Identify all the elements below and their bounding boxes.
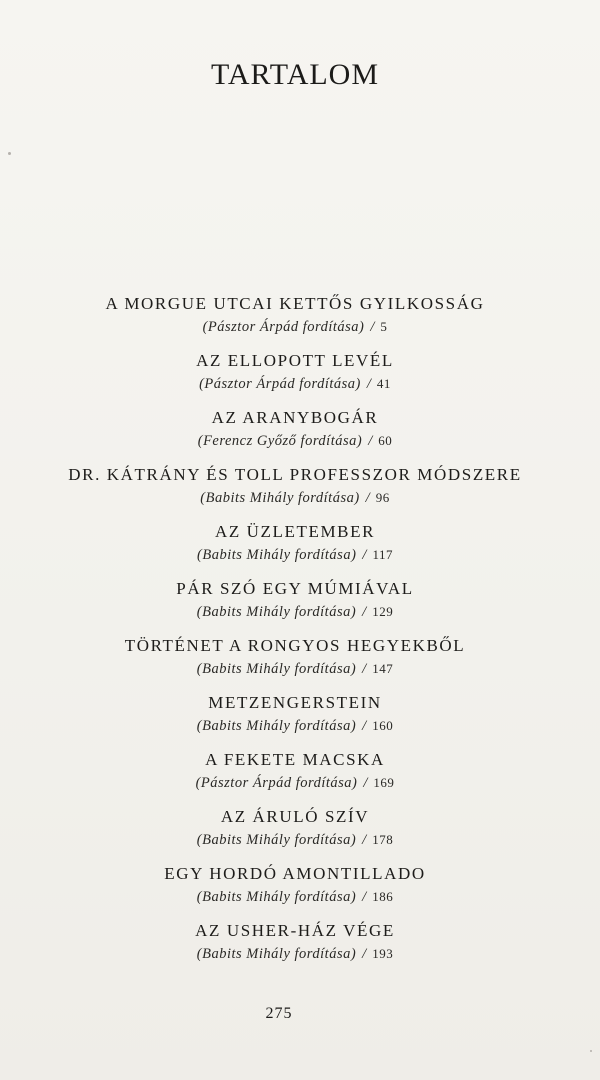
toc-entry-page: 186 bbox=[372, 889, 394, 904]
toc-entry-translator: (Babits Mihály fordítása) bbox=[196, 718, 357, 734]
toc-entry bbox=[0, 748, 590, 805]
toc-entry-page: 5 bbox=[380, 319, 388, 334]
toc-entry-page: 147 bbox=[372, 661, 394, 676]
toc-entry-details bbox=[0, 316, 590, 338]
toc-entry-page: 178 bbox=[372, 832, 394, 847]
toc-entry-translator: (Babits Mihály fordítása) bbox=[196, 946, 357, 962]
toc-entry-title: TÖRTÉNET A RONGYOS HEGYEKBŐL bbox=[124, 636, 466, 655]
toc-entry-page: 193 bbox=[372, 946, 394, 961]
toc-entry-page: 41 bbox=[376, 376, 391, 391]
toc-entry-translator: (Babits Mihály fordítása) bbox=[196, 661, 357, 677]
toc-entry-details bbox=[0, 658, 590, 680]
separator-slash: / bbox=[362, 718, 367, 734]
separator-slash: / bbox=[362, 832, 367, 848]
page-number: 275 bbox=[265, 1005, 293, 1022]
paper-speck bbox=[590, 1050, 592, 1052]
toc-entry-title: AZ ÜZLETEMBER bbox=[214, 522, 376, 541]
separator-slash: / bbox=[362, 604, 367, 620]
toc-entry-details bbox=[0, 487, 590, 509]
toc-entry-details bbox=[0, 544, 590, 566]
toc-entry-details bbox=[0, 430, 590, 452]
toc-entry-title: AZ ELLOPOTT LEVÉL bbox=[196, 351, 394, 370]
toc-entry-translator: (Babits Mihály fordítása) bbox=[196, 832, 357, 848]
separator-slash: / bbox=[362, 547, 367, 563]
toc-entry bbox=[0, 292, 590, 349]
toc-entry bbox=[0, 463, 590, 520]
toc-entry bbox=[0, 520, 590, 577]
toc-entry-translator: (Babits Mihály fordítása) bbox=[197, 547, 357, 563]
toc-entry bbox=[0, 406, 590, 463]
toc-entry bbox=[0, 919, 590, 976]
toc-entry-translator: (Pásztor Árpád fordítása) bbox=[199, 376, 361, 392]
toc-entry-translator: (Babits Mihály fordítása) bbox=[200, 490, 360, 506]
toc-entry-details bbox=[0, 943, 590, 965]
toc-entry bbox=[0, 691, 590, 748]
separator-slash: / bbox=[370, 319, 375, 335]
toc-entry-title: AZ ÁRULÓ SZÍV bbox=[220, 807, 370, 826]
separator-slash: / bbox=[363, 775, 368, 791]
toc-entry-translator: (Pásztor Árpád fordítása) bbox=[202, 319, 365, 335]
toc-entry bbox=[0, 805, 590, 862]
toc-entry-page: 96 bbox=[375, 490, 390, 505]
toc-entry-page: 160 bbox=[372, 718, 394, 733]
toc-entry-title: A MORGUE UTCAI KETTŐS GYILKOSSÁG bbox=[105, 294, 485, 313]
toc-entry-title: EGY HORDÓ AMONTILLADO bbox=[164, 864, 426, 883]
toc-entry-details bbox=[0, 373, 590, 395]
toc-entry-page: 117 bbox=[372, 547, 393, 562]
toc-entry-title: A FEKETE MACSKA bbox=[205, 750, 385, 769]
separator-slash: / bbox=[365, 490, 370, 506]
toc-entry-details bbox=[0, 886, 590, 908]
paper-speck bbox=[8, 152, 11, 155]
toc-entry-translator: (Pásztor Árpád fordítása) bbox=[195, 775, 358, 791]
toc-entry-details bbox=[0, 829, 590, 851]
table-of-contents bbox=[0, 292, 590, 976]
toc-entry bbox=[0, 634, 590, 691]
separator-slash: / bbox=[368, 433, 373, 449]
toc-entry-page: 169 bbox=[373, 775, 395, 790]
toc-entry-details bbox=[0, 715, 590, 737]
toc-entry-translator: (Babits Mihály fordítása) bbox=[196, 889, 357, 905]
toc-entry-translator: (Ferencz Győző fordítása) bbox=[197, 433, 363, 449]
toc-entry-title: AZ ARANYBOGÁR bbox=[211, 408, 379, 427]
toc-entry-title: PÁR SZÓ EGY MÚMIÁVAL bbox=[176, 579, 414, 598]
toc-entry-page: 60 bbox=[378, 433, 393, 448]
toc-entry-translator: (Babits Mihály fordítása) bbox=[196, 604, 357, 620]
toc-entry-details bbox=[0, 772, 590, 794]
toc-entry-title: METZENGERSTEIN bbox=[208, 693, 382, 712]
separator-slash: / bbox=[362, 889, 367, 905]
toc-entry bbox=[0, 862, 590, 919]
separator-slash: / bbox=[366, 376, 371, 392]
toc-entry bbox=[0, 349, 590, 406]
toc-entry-details bbox=[0, 601, 590, 623]
toc-entry-title: DR. KÁTRÁNY ÉS TOLL PROFESSZOR MÓDSZERE bbox=[68, 465, 522, 484]
toc-entry-page: 129 bbox=[372, 604, 394, 619]
toc-entry-title: AZ USHER-HÁZ VÉGE bbox=[195, 921, 395, 940]
separator-slash: / bbox=[362, 946, 367, 962]
page-title: TARTALOM bbox=[210, 58, 380, 91]
toc-entry bbox=[0, 577, 590, 634]
separator-slash: / bbox=[362, 661, 367, 677]
